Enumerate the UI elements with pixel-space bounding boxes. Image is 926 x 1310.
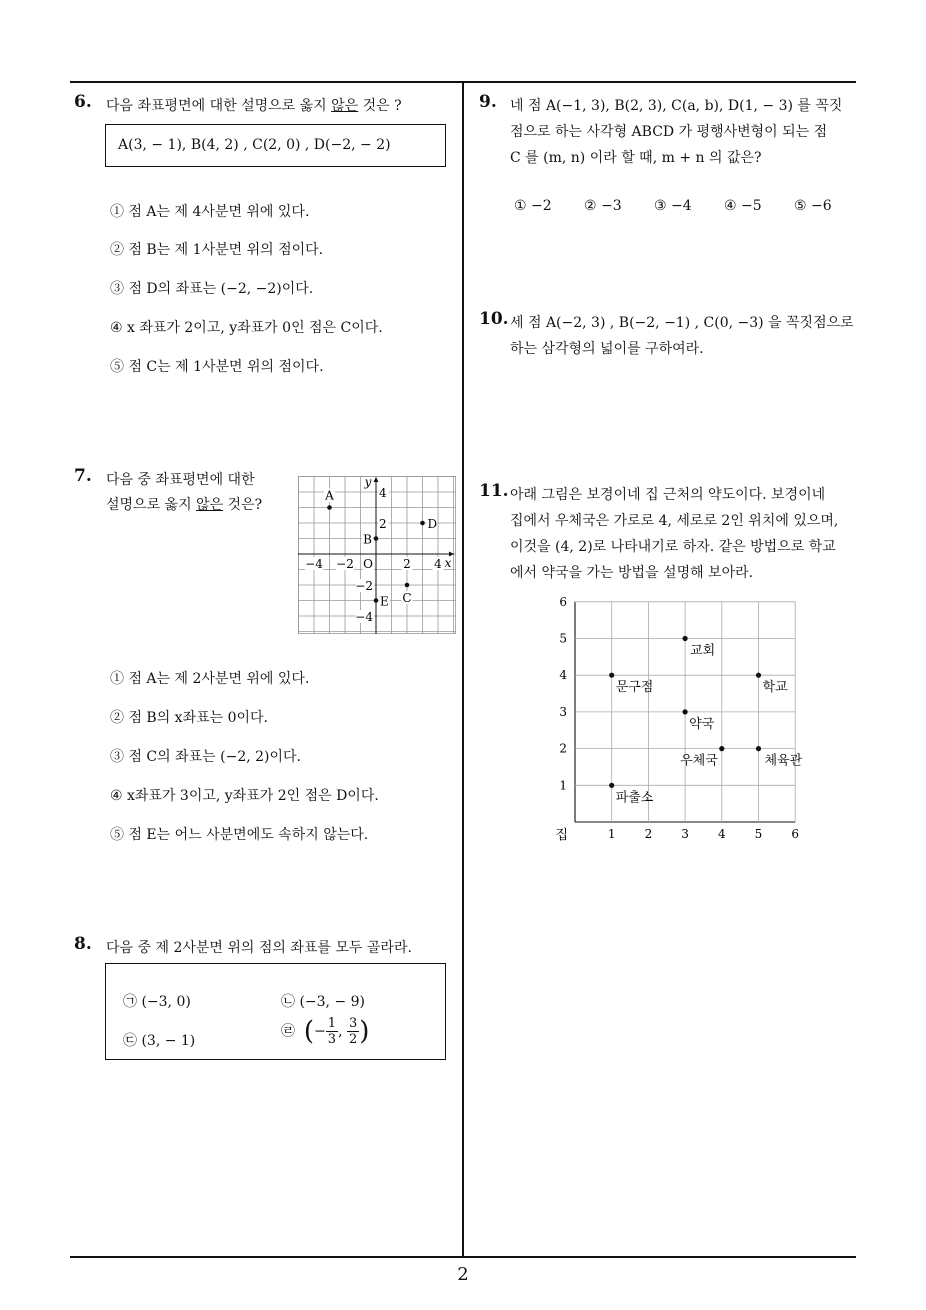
minus-sign: − <box>314 1023 326 1040</box>
point-label-e: E <box>380 594 389 609</box>
x-tick-label: −2 <box>336 557 354 571</box>
place-marker <box>609 783 614 788</box>
place-label: 약국 <box>689 716 715 732</box>
option-4[interactable]: ④ −5 <box>724 198 762 214</box>
x-tick-label: 4 <box>717 827 726 841</box>
question-text: C 를 (m, n) 이라 할 때, m + n 의 값은? <box>510 150 762 166</box>
x-tick-label: 6 <box>791 827 800 841</box>
question-text: 점으로 하는 사각형 ABCD 가 평행사변형이 되는 점 <box>510 124 828 140</box>
choice-b[interactable]: ㉡ (−3, − 9) <box>281 994 365 1010</box>
x-tick-label: 2 <box>644 827 653 841</box>
question-text-part: 것은? <box>223 497 263 513</box>
question-text: 네 점 A(−1, 3), B(2, 3), C(a, b), D(1, − 3) 를 꼭짓 <box>510 98 843 114</box>
grid-border <box>299 477 456 634</box>
numerator: 1 <box>327 1016 337 1031</box>
option-5[interactable]: ⑤ 점 E는 어느 사분면에도 속하지 않는다. <box>110 827 369 843</box>
y-tick-label: 2 <box>559 741 567 756</box>
option-4[interactable]: ④ x 좌표가 2이고, y좌표가 0인 점은 C이다. <box>110 320 383 336</box>
question-text: 아래 그림은 보경이네 집 근처의 약도이다. 보경이네 <box>510 487 826 503</box>
place-label: 체육관 <box>764 753 803 769</box>
option-1[interactable]: ① 점 A는 제 2사분면 위에 있다. <box>110 671 310 687</box>
place-marker <box>609 673 614 678</box>
y-tick-label: 6 <box>559 594 567 609</box>
option-3[interactable]: ③ −4 <box>654 198 692 214</box>
y-tick-label: 5 <box>559 631 567 646</box>
place-marker <box>756 746 761 751</box>
question-text: 세 점 A(−2, 3) , B(−2, −1) , C(0, −3) 을 꼭짓점으로 <box>510 315 854 331</box>
place-marker <box>683 709 688 714</box>
y-tick-label: 1 <box>559 778 567 793</box>
choice-a[interactable]: ㉠ (−3, 0) <box>123 994 191 1010</box>
question-text: 에서 약국을 가는 방법을 설명해 보아라. <box>510 565 754 581</box>
comma: , <box>338 1023 343 1040</box>
option-4[interactable]: ④ x좌표가 3이고, y좌표가 2인 점은 D이다. <box>110 788 379 804</box>
y-tick-label: −2 <box>355 579 373 593</box>
left-paren: ( <box>303 1016 315 1047</box>
choices-box <box>105 963 446 1060</box>
option-5[interactable]: ⑤ 점 C는 제 1사분면 위의 점이다. <box>110 359 324 375</box>
question-text: 이것을 (4, 2)로 나타내기로 하자. 같은 방법으로 학교 <box>510 539 836 555</box>
bottom-rule <box>70 1256 856 1258</box>
x-axis-label: x <box>444 556 452 570</box>
numerator: 3 <box>348 1016 358 1031</box>
point-d <box>420 521 425 526</box>
given-points: A(3, − 1), B(4, 2) , C(2, 0) , D(−2, − 2) <box>118 137 391 153</box>
page-number: 2 <box>457 1264 469 1285</box>
x-tick-label: 5 <box>754 827 763 841</box>
right-paren: ) <box>359 1016 370 1047</box>
point-b <box>374 536 379 541</box>
option-1[interactable]: ① 점 A는 제 4사분면 위에 있다. <box>110 204 310 220</box>
denominator: 2 <box>348 1032 358 1047</box>
option-1[interactable]: ① −2 <box>514 198 552 214</box>
question-number: 7. <box>74 466 92 486</box>
point-e <box>374 598 379 603</box>
y-tick-label: 2 <box>379 517 387 531</box>
question-text: 하는 삼각형의 넓이를 구하여라. <box>510 341 704 357</box>
place-label: 문구점 <box>615 680 654 696</box>
coordinate-plane-figure <box>298 476 456 634</box>
x-tick-label: 2 <box>403 557 411 571</box>
option-3[interactable]: ③ 점 D의 좌표는 (−2, −2)이다. <box>110 281 314 297</box>
x-tick-label: 1 <box>607 827 616 841</box>
y-tick-label: 4 <box>559 668 567 683</box>
neighborhood-map-figure <box>555 592 815 844</box>
option-2[interactable]: ② 점 B의 x좌표는 0이다. <box>110 710 269 726</box>
y-tick-label: −4 <box>355 610 373 624</box>
question-text-part: 설명으로 옳지 <box>106 497 197 513</box>
option-2[interactable]: ② −3 <box>584 198 622 214</box>
option-5[interactable]: ⑤ −6 <box>794 198 832 214</box>
question-text <box>106 95 402 115</box>
point-label-d: D <box>427 517 438 531</box>
question-number: 10. <box>479 309 509 329</box>
choice-c[interactable]: ㉢ (3, − 1) <box>123 1033 196 1049</box>
place-label: 우체국 <box>680 753 718 769</box>
place-label: 교회 <box>690 643 716 659</box>
point-c <box>405 583 410 588</box>
column-divider <box>462 81 464 1257</box>
place-marker <box>719 746 724 751</box>
place-label: 학교 <box>762 680 788 696</box>
origin-label: 집 <box>555 828 568 843</box>
question-number: 6. <box>74 92 92 112</box>
question-number: 9. <box>479 92 497 112</box>
x-tick-label: −4 <box>305 557 323 571</box>
place-marker <box>756 673 761 678</box>
question-number: 11. <box>479 481 509 501</box>
underlined-word: 않은 <box>331 98 359 114</box>
question-text <box>106 494 262 514</box>
y-tick-label: 4 <box>379 486 387 500</box>
question-text: 다음 중 좌표평면에 대한 <box>106 472 255 488</box>
place-marker <box>683 636 688 641</box>
x-tick-label: 3 <box>681 827 689 841</box>
question-text: 다음 중 제 2사분면 위의 점의 좌표를 모두 골라라. <box>106 940 412 956</box>
option-2[interactable]: ② 점 B는 제 1사분면 위의 점이다. <box>110 242 324 258</box>
given-points-box <box>105 124 446 167</box>
point-label-a: A <box>325 488 334 503</box>
y-axis-arrow <box>374 477 379 482</box>
choice-mark: ㉣ <box>281 1023 295 1040</box>
question-text: 집에서 우체국은 가로로 4, 세로로 2인 위치에 있으며, <box>510 513 839 529</box>
place-label: 파출소 <box>615 790 654 806</box>
fraction-one-third <box>326 1016 338 1047</box>
y-tick-label: 3 <box>559 704 567 719</box>
choice-d[interactable] <box>281 1016 369 1047</box>
y-axis-label: y <box>364 476 372 489</box>
origin-label: O <box>363 557 373 571</box>
question-number: 8. <box>74 934 92 954</box>
fraction-three-halves <box>347 1016 359 1047</box>
point-label-b: B <box>363 532 372 547</box>
denominator: 3 <box>327 1032 337 1047</box>
point-a <box>327 505 332 510</box>
question-text-part: 것은 ? <box>358 98 402 114</box>
point-label-c: C <box>402 591 412 605</box>
option-3[interactable]: ③ 점 C의 좌표는 (−2, 2)이다. <box>110 749 301 765</box>
underlined-word: 않은 <box>196 497 224 513</box>
question-text-part: 다음 좌표평면에 대한 설명으로 옳지 <box>106 98 332 114</box>
x-tick-label: 4 <box>434 557 442 571</box>
